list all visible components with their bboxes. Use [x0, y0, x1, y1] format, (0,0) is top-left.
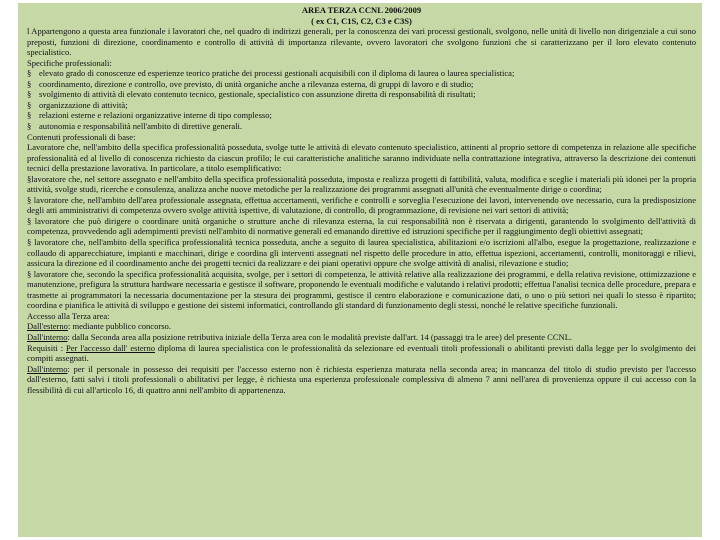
requirements-external-label: Per l'accesso dall' esterno [65, 342, 156, 353]
spec-item [27, 89, 696, 100]
bullet-square-icon: § [27, 68, 32, 79]
requirements-external-text: diploma di laurea specialistica con le professionalità da selezionare ed eventuali titoli professionali o abilitanti previsti dalla legge per lo svolgimento dei compiti assegnati. [27, 342, 697, 364]
document-subtitle: ( ex C1, C1S, C2, C3 e C3S) [311, 15, 412, 26]
requirements-label: Requisiti : [27, 342, 66, 353]
spec-item [27, 68, 696, 79]
access-external-text: : mediante pubblico concorso. [67, 321, 171, 332]
requirements-internal-label: Dall'interno [27, 363, 68, 374]
spec-item [27, 110, 696, 121]
requirements-internal [27, 364, 696, 396]
bullet-square-icon: § [27, 89, 32, 100]
access-internal-text: : dalla Seconda area alla posizione retributiva iniziale della Terza area con le modalità previste dall'art. 14 (passaggi tra le aree) del presente CCNL. [67, 331, 573, 342]
content-list [27, 142, 696, 311]
spec-item-text: svolgimento di attività di elevato contenuto tecnico, gestionale, specialistico con assunzione diretta di responsabilità di risultati; [39, 89, 476, 100]
spec-heading: Specifiche professionali: [27, 57, 112, 68]
content-paragraph: § lavoratore che, secondo la specifica professionalità acquisita, svolge, per i settori di competenza, le attività relative alla realizzazione dei programmi, e della relativa revisione, ottimizzazione e manutenzione, prefigura la struttura hardware necessaria e gestisce il software, proponendo le eventuali modifiche e valutando i relativi prodotti; effettua l'analisi tecnica delle procedure, prepara e trasmette ai programmatori la necessaria documentazione per la stesura dei programmi, gestisce il centro elaborazione e comunicazione dati, o uno o più settori nei quali lo stesso è ripartito; coordina e pianifica le attività di sviluppo e gestione dei sistemi informatici, controllando gli standard di funzionamento degli stessi, nonché le relative specifiche funzionali. [27, 268, 696, 311]
content-paragraph: §lavoratore che, nel settore assegnato e nell'ambito della specifica professionalità posseduta, imposta e realizza progetti di fattibilità, valuta, modifica e sceglie i materiali più idonei per la propria attività, svolge studi, ricerche e consulenza, analizza anche nuove metodiche per la realizzazione dei programmi assegnati all'unità che eventualmente dirige o coordina; [27, 173, 696, 195]
spec-item-text: coordinamento, direzione e controllo, ove previsto, di unità organiche anche a rilevanza esterna, di gruppi di lavoro e di studio; [39, 78, 474, 89]
spec-item-text: organizzazione di attività; [39, 99, 128, 110]
access-internal-label: Dall'interno [27, 331, 68, 342]
spec-list [27, 68, 696, 131]
requirements [27, 343, 696, 364]
bullet-square-icon: § [27, 78, 32, 89]
intro-paragraph: l Appartengono a questa area funzionale i lavoratori che, nel quadro di indirizzi generali, per la conoscenza dei vari processi gestionali, svolgono, nelle unità di livello non dirigenziale a cui sono preposti, funzioni di direzione, coordinamento e controllo di attività di importanza rilevante, ovvero lavoratori che svolgono funzioni che si caratterizzano per il loro elevato contenuto specialistico. [27, 26, 696, 58]
requirements-internal-text: : per il personale in possesso dei requisiti per l'accesso esterno non è richiesta esperienza maturata nella seconda area; in mancanza del titolo di studio previsto per l'accesso dall'esterno, fatti salvi i titoli professionali o abilitativi per legge, è richiesta una esperienza professionale complessiva di almeno 7 anni nell'area di provenienza oppure il cui accesso con la flessibilità di cui all'articolo 16, di quattro anni nell'ambito di appartenenza. [27, 363, 696, 395]
content-heading: Contenuti professionali di base: [27, 131, 136, 142]
access-external-label: Dall'esterno [27, 321, 68, 332]
access-external [27, 321, 696, 332]
spec-item-text: autonomia e responsabilità nell'ambito di direttive generali. [39, 121, 243, 132]
content-paragraph: § lavoratore che può dirigere o coordinare unità organiche o strutture anche di rilevanza esterna, la cui responsabilità non è riservata a dirigenti, garantendo lo svolgimento dell'attività di competenza, provvedendo agli adempimenti previsti nell'ambito di normative generali ed emanando direttive ed istruzioni specifiche per il raggiungimento degli obiettivi assegnati; [27, 215, 696, 237]
spec-item-text: elevato grado di conoscenze ed esperienze teorico pratiche dei processi gestionali acquisibili con il diploma di laurea o laurea specialistica; [39, 68, 515, 79]
bullet-square-icon: § [27, 99, 32, 110]
document-slide [18, 3, 702, 537]
access-heading: Accesso alla Terza area: [27, 310, 110, 321]
spec-item [27, 121, 696, 132]
bullet-square-icon: § [27, 110, 32, 121]
content-paragraph: Lavoratore che, nell'ambito della specifica professionalità posseduta, svolge tutte le attività di elevato contenuto specialistico, attinenti al proprio settore di competenza in relazione alle specifiche professionalità ed al livello di conoscenza richiesto da ciascun profilo; le cui caratteristiche analitiche saranno individuate nella contrattazione integrativa, attraverso la descrizione dei contenuti tecnici della prestazione lavorativa. In particolare, a titolo esemplificativo: [27, 142, 696, 174]
bullet-square-icon: § [27, 121, 32, 132]
document-title: AREA TERZA CCNL 2006/2009 [301, 5, 422, 15]
spec-item [27, 100, 696, 111]
access-internal [27, 332, 696, 343]
spec-item-text: relazioni esterne e relazioni organizzative interne di tipo complesso; [39, 110, 272, 121]
content-paragraph: § lavoratore che, nell'ambito dell'area professionale assegnata, effettua accertamenti, verifiche e controlli e sorveglia l'esecuzione dei lavori, intervenendo ove necessario, cura la predisposizione degli atti amministrativi di competenza ovvero svolge attività ispettive, di valutazione, di controllo, di programmazione, di revisione nei vari settori di attività; [27, 194, 696, 216]
spec-item [27, 79, 696, 90]
content-paragraph: § lavoratore che, nell'ambito della specifica professionalità tecnica posseduta, anche a seguito di laurea specialistica, abilitazioni e/o iscrizioni all'albo, esegue la progettazione, realizzazione e collaudo di apparecchiature, impianti e macchinari, dirige e coordina gli interventi assegnati nel rispetto delle procedure in atto, effettua ispezioni, accertamenti, controlli, monitoraggi e rilievi, assicura la direzione ed il coordinamento anche dei progetti tecnici da realizzare e dei piani operativi oppure che svolge attività di analisi, rilevazione e studio; [27, 237, 696, 269]
